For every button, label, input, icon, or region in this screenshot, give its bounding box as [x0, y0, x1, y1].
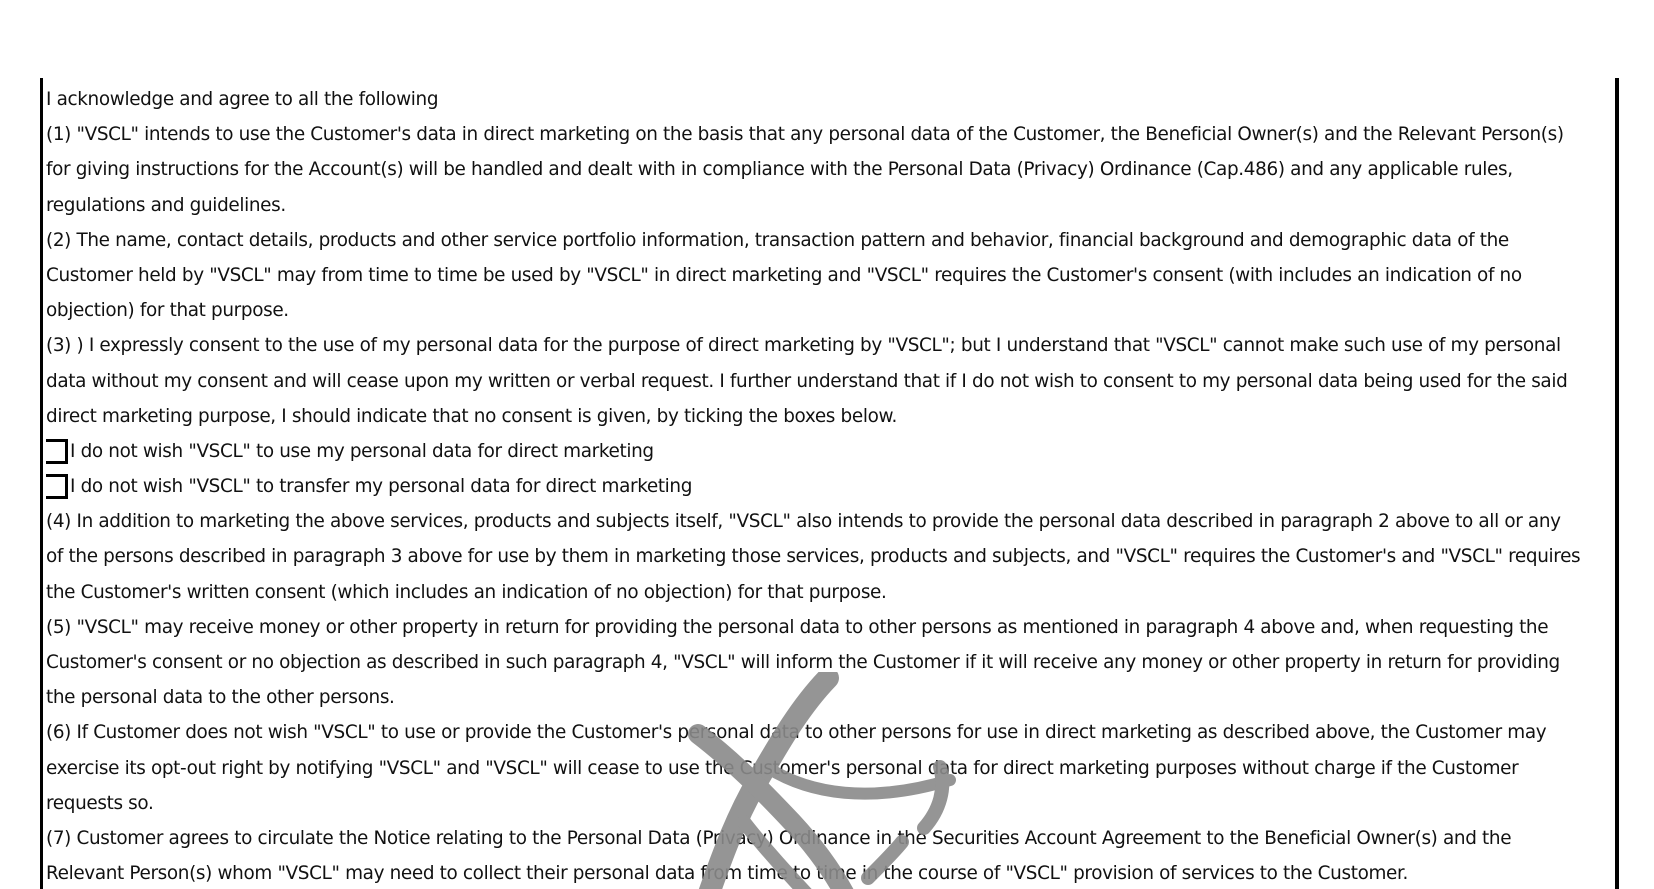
paragraph-line: of the persons described in paragraph 3 above for use by them in marketing those services, products and subjects, and "VSCL" requires the Customer's and "VSCL" requires — [46, 546, 1581, 568]
opt-out-use-row — [46, 434, 1608, 469]
intro-line: I acknowledge and agree to all the following — [46, 89, 439, 110]
opt-out-use-label: I do not wish "VSCL" to use my personal data for direct marketing — [70, 440, 654, 462]
paragraph-1 — [46, 117, 1608, 223]
right-border-rule — [1615, 78, 1619, 889]
opt-out-transfer-checkbox[interactable] — [46, 474, 68, 499]
paragraph-4 — [46, 504, 1608, 610]
paragraph-line: Relevant Person(s) whom "VSCL" may need to collect their personal data from time to time in the course of "VSCL" provision of services to the Customer. — [46, 863, 1409, 885]
paragraph-line: requests so. — [46, 792, 154, 814]
paragraph-line: (3) ) I expressly consent to the use of my personal data for the purpose of direct marketing by "VSCL"; but I understand that "VSCL" cannot make such use of my personal — [46, 335, 1561, 357]
opt-out-transfer-row — [46, 469, 1608, 504]
opt-out-transfer-label: I do not wish "VSCL" to transfer my personal data for direct marketing — [70, 476, 693, 498]
paragraph-line: the Customer's written consent (which includes an indication of no objection) for that purpose. — [46, 581, 887, 603]
paragraph-line: (7) Customer agrees to circulate the Notice relating to the Personal Data (Privacy) Ordinance in the Securities Account Agreement to the Beneficial Owner(s) and the — [46, 827, 1512, 849]
left-border-rule — [40, 78, 43, 889]
paragraph-line: (1) "VSCL" intends to use the Customer's data in direct marketing on the basis that any personal data of the Customer, the Beneficial Owner(s) and the Relevant Person(s) — [46, 124, 1564, 146]
paragraph-line: regulations and guidelines. — [46, 194, 286, 216]
paragraph-line: for giving instructions for the Account(s) will be handled and dealt with in compliance with the Personal Data (Privacy) Ordinance (Cap.486) and any applicable rules, — [46, 159, 1513, 181]
paragraph-line: (4) In addition to marketing the above services, products and subjects itself, "VSCL" also intends to provide the personal data described in paragraph 2 above to all or any — [46, 511, 1561, 533]
paragraph-6 — [46, 715, 1608, 821]
paragraph-line: data without my consent and will cease upon my written or verbal request. I further understand that if I do not wish to consent to my personal data being used for the said — [46, 370, 1568, 392]
paragraph-line: the personal data to the other persons. — [46, 687, 395, 709]
paragraph-5 — [46, 610, 1608, 716]
opt-out-use-checkbox[interactable] — [46, 439, 68, 464]
paragraph-line: Customer's consent or no objection as described in such paragraph 4, "VSCL" will inform the Customer if it will receive any money or other property in return for providing — [46, 652, 1560, 673]
consent-text-block — [46, 82, 1608, 889]
paragraph-line: direct marketing purpose, I should indicate that no consent is given, by ticking the boxes below. — [46, 405, 897, 427]
paragraph-2 — [46, 223, 1608, 329]
paragraph-line: Customer held by "VSCL" may from time to time be used by "VSCL" in direct marketing and "VSCL" requires the Customer's consent (with includes an indication of no — [46, 264, 1522, 286]
paragraph-line: exercise its opt-out right by notifying "VSCL" and "VSCL" will cease to use the Customer's personal data for direct marketing purposes without charge if the Customer — [46, 757, 1519, 779]
paragraph-line: (6) If Customer does not wish "VSCL" to use or provide the Customer's personal data to other persons for use in direct marketing as described above, the Customer may — [46, 722, 1547, 744]
paragraph-3 — [46, 328, 1608, 434]
paragraph-line: (5) "VSCL" may receive money or other property in return for providing the personal data to other persons as mentioned in paragraph 4 above and, when requesting the — [46, 616, 1549, 638]
paragraph-7 — [46, 821, 1608, 889]
paragraph-line: objection) for that purpose. — [46, 300, 289, 322]
paragraph-line: (2) The name, contact details, products and other service portfolio information, transaction pattern and behavior, financial background and demographic data of the — [46, 229, 1509, 251]
